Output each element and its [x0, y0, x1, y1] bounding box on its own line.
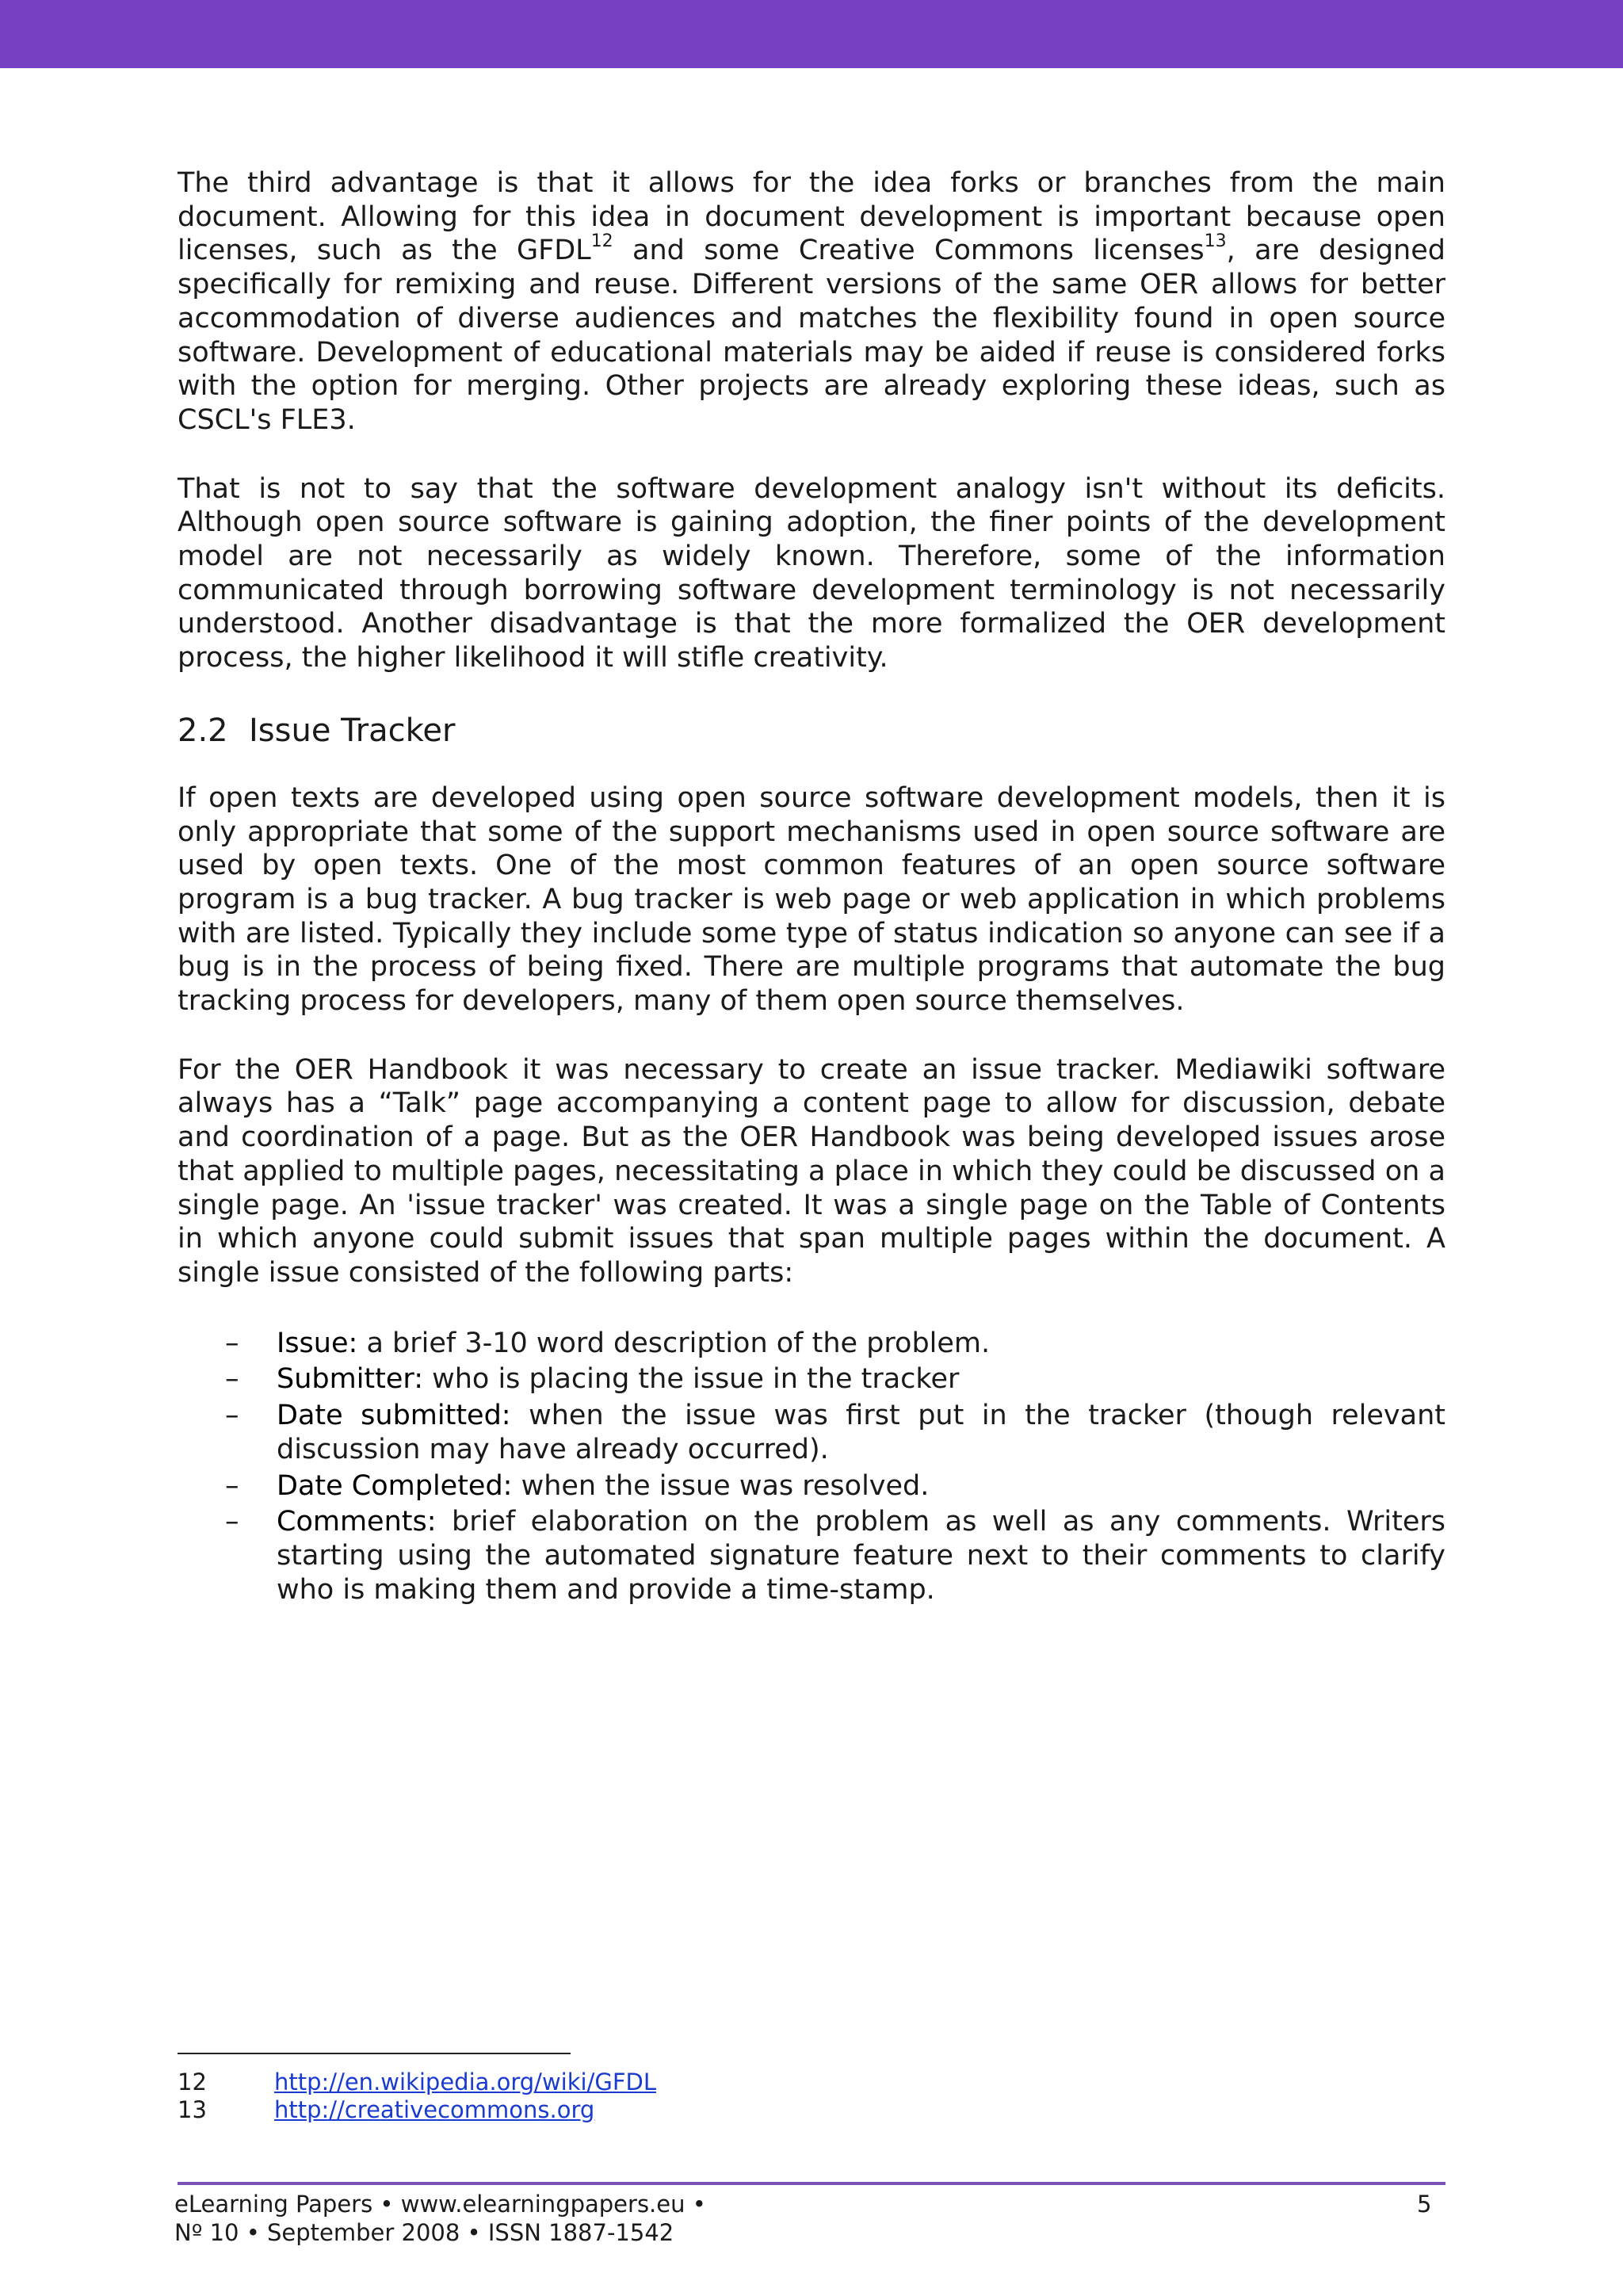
paragraph-oer-handbook: For the OER Handbook it was necessary to create an issue tracker. Mediawiki software always has a “Talk” page accompanying a content page to allow for discussion, debate and coordination of a page. But as the OER Handbook was being developed issues arose that applied to multiple pages, necessitating a place in which they could be discussed on a single page. An 'issue tracker' was created. It was a single page on the Table of Contents in which anyone could submit issues that span multiple pages within the document. A single issue consisted of the following parts: — [178, 1053, 1445, 1289]
list-item-term: Comments: — [277, 1506, 437, 1538]
footer-rule — [178, 2182, 1445, 2185]
list-item — [178, 1327, 1445, 1361]
footnote-link[interactable]: http://en.wikipedia.org/wiki/GFDL — [274, 2069, 656, 2095]
list-item-term: Submitter: — [277, 1363, 423, 1396]
paragraph-text: and some Creative Commons licenses — [613, 235, 1205, 267]
dash-bullet: – — [225, 1469, 239, 1502]
footer-publication: eLearning Papers • www.elearningpapers.eu • — [174, 2191, 706, 2218]
dash-bullet: – — [225, 1400, 239, 1432]
list-item — [178, 1505, 1445, 1606]
footnote-12 — [178, 2069, 656, 2095]
footnote-separator — [178, 2053, 571, 2054]
paragraph-text: The third advantage is that it allows for the idea forks or branches from the main document. Allowing for this idea in document development is important because open licenses, such as the GFDL — [178, 167, 1445, 267]
footnote-ref-13[interactable]: 13 — [1204, 231, 1227, 251]
list-item-term: Date submitted: — [277, 1400, 511, 1432]
dash-bullet: – — [225, 1363, 239, 1396]
list-item-text: when the issue was resolved. — [512, 1469, 930, 1502]
page-number: 5 — [1417, 2191, 1432, 2218]
issue-parts-list — [178, 1327, 1445, 1607]
paragraph-forks — [178, 166, 1445, 437]
dash-bullet: – — [225, 1327, 239, 1359]
section-number: 2.2 — [178, 712, 228, 749]
list-item-term: Issue: — [277, 1327, 358, 1359]
header-band — [0, 0, 1623, 68]
footnote-link[interactable]: http://creativecommons.org — [274, 2096, 595, 2123]
footer-issue-info: Nº 10 • September 2008 • ISSN 1887-1542 — [174, 2219, 674, 2246]
paragraph-text: , are designed specifically for remixing and reuse. Different versions of the same OER allows for better accommodation of diverse audiences and matches the flexibility found in open source software. Development of educational materials may be aided if reuse is considered forks with the option for merging. Other projects are already exploring these ideas, such as CSCL's FLE3. — [178, 235, 1445, 436]
main-content — [178, 166, 1445, 1609]
list-item-term: Date Completed: — [277, 1469, 513, 1502]
dash-bullet: – — [225, 1506, 239, 1538]
footnote-number: 12 — [178, 2069, 207, 2095]
paragraph-deficits: That is not to say that the software development analogy isn't without its deficits. Although open source software is gaining adoption, the finer points of the development model are not necessarily as widely known. Therefore, some of the information communicated through borrowing software development terminology is not necessarily understood. Another disadvantage is that the more formalized the OER development process, the higher likelihood it will stifle creativity. — [178, 472, 1445, 674]
list-item — [178, 1362, 1445, 1396]
list-item-text: brief elaboration on the problem as well as any comments. Writers starting using the automated signature feature next to their comments to clarify who is making them and provide a time-stamp. — [277, 1506, 1445, 1606]
paragraph-bug-tracker: If open texts are developed using open source software development models, then it is only appropriate that some of the support mechanisms used in open source software are used by open texts. One of the most common features of an open source software program is a bug tracker. A bug tracker is web page or web application in which problems with are listed. Typically they include some type of status indication so anyone can see if a bug is in the process of being fixed. There are multiple programs that automate the bug tracking process for developers, many of them open source themselves. — [178, 781, 1445, 1018]
section-title: Issue Tracker — [249, 712, 456, 749]
section-heading — [178, 712, 1445, 750]
list-item-text: when the issue was first put in the tracker (though relevant discussion may have already occurred). — [277, 1400, 1445, 1465]
footnote-ref-12[interactable]: 12 — [590, 231, 613, 251]
list-item-text: who is placing the issue in the tracker — [422, 1363, 960, 1396]
list-item-text: a brief 3-10 word description of the problem. — [357, 1327, 991, 1359]
footnote-number: 13 — [178, 2096, 207, 2123]
footnote-13 — [178, 2096, 594, 2123]
list-item — [178, 1399, 1445, 1466]
list-item — [178, 1469, 1445, 1503]
